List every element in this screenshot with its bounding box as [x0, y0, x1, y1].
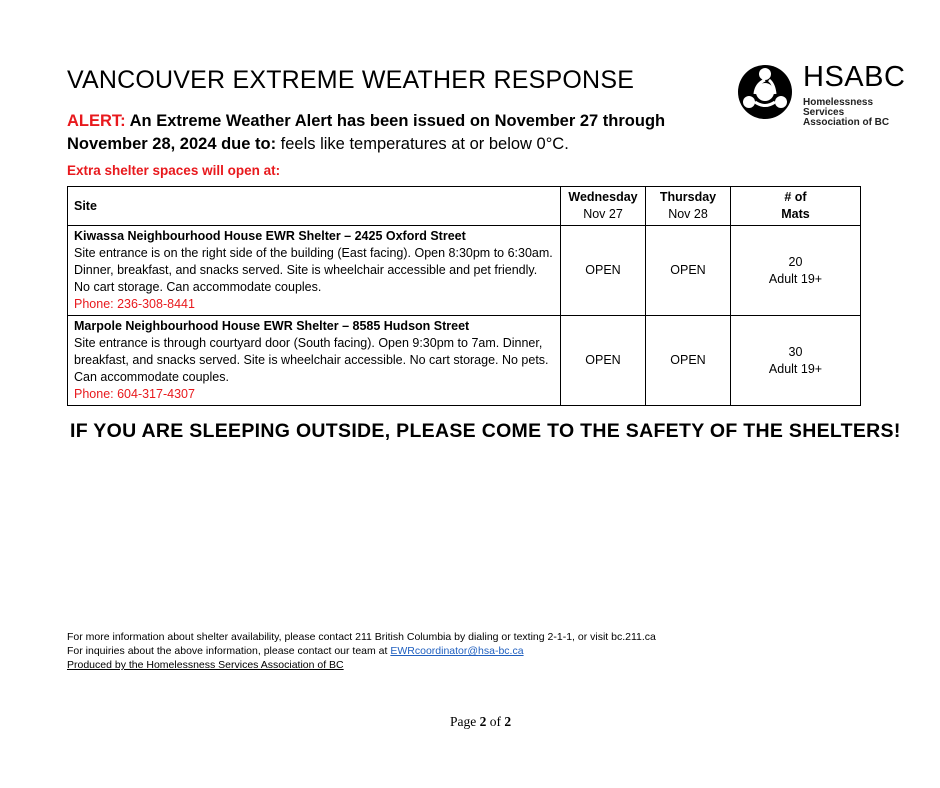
site-description: Site entrance is on the right side of the building (East facing). Open 8:30pm to 6:30am. Dinner, breakfast, and snacks served. Site is wheelchair accessible and pet friendly. No cart storage. Can accommodate couples. — [74, 246, 553, 294]
mats-age: Adult 19+ — [768, 361, 823, 376]
alert-label: ALERT: — [67, 112, 126, 130]
footer-produced-by: Produced by the Homelessness Services Association of BC — [67, 659, 344, 671]
site-phone: Phone: 236-308-8441 — [74, 297, 195, 311]
table-header-row — [68, 187, 861, 226]
site-cell — [68, 316, 561, 406]
hsabc-logo-icon — [734, 62, 796, 122]
header-day2: Thursday Nov 28 — [646, 187, 731, 226]
header-day1: Wednesday Nov 27 — [561, 187, 646, 226]
header-mats: # of Mats — [731, 187, 861, 226]
day1-status: OPEN — [561, 226, 646, 316]
site-description: Site entrance is through courtyard door (South facing). Open 9:30pm to 7am. Dinner, breakfast, and snacks served. Site is wheelchair accessible. No cart storage. No pets. Can accommodate couples. — [74, 336, 549, 384]
mats-age: Adult 19+ — [768, 271, 823, 286]
day2-status: OPEN — [646, 226, 731, 316]
extra-spaces-heading: Extra shelter spaces will open at: — [67, 163, 281, 178]
hsabc-logo — [734, 61, 906, 128]
mats-count: 30 — [788, 344, 803, 359]
alert-message — [67, 110, 707, 156]
site-name: Kiwassa Neighbourhood House EWR Shelter – 2425 Oxford Street — [74, 229, 466, 243]
site-phone: Phone: 604-317-4307 — [74, 387, 195, 401]
mats-count: 20 — [788, 254, 803, 269]
table-row — [68, 226, 861, 316]
email-link[interactable]: EWRcoordinator@hsa-bc.ca — [390, 645, 524, 657]
page-title: VANCOUVER EXTREME WEATHER RESPONSE — [67, 66, 635, 94]
alert-text-normal: feels like temperatures at or below 0°C. — [276, 135, 569, 153]
day1-status: OPEN — [561, 316, 646, 406]
footer-info-line: For more information about shelter availability, please contact 211 British Columbia by dialing or texting 2-1-1, or visit bc.211.ca — [67, 631, 656, 643]
page-number: Page 2 of 2 — [450, 714, 512, 729]
site-cell — [68, 226, 561, 316]
shelter-table — [67, 186, 861, 406]
mats-cell — [731, 316, 861, 406]
logo-text: HSABC — [803, 61, 906, 93]
logo-tagline: Homelessness Services Association of BC — [803, 97, 890, 128]
table-row — [68, 316, 861, 406]
site-name: Marpole Neighbourhood House EWR Shelter – 8585 Hudson Street — [74, 319, 470, 333]
footer-contact-line: For inquiries about the above information, please contact our team at EWRcoordinator@hsa-bc.ca — [67, 645, 524, 657]
footer — [67, 630, 656, 672]
header-site: Site — [68, 187, 561, 226]
alert-text-bold: An Extreme Weather Alert has been issued on November 27 through November 28, 2024 due to: — [67, 112, 666, 153]
mats-cell — [731, 226, 861, 316]
day2-status: OPEN — [646, 316, 731, 406]
safety-headline: IF YOU ARE SLEEPING OUTSIDE, PLEASE COME TO THE SAFETY OF THE SHELTERS! — [70, 420, 901, 442]
